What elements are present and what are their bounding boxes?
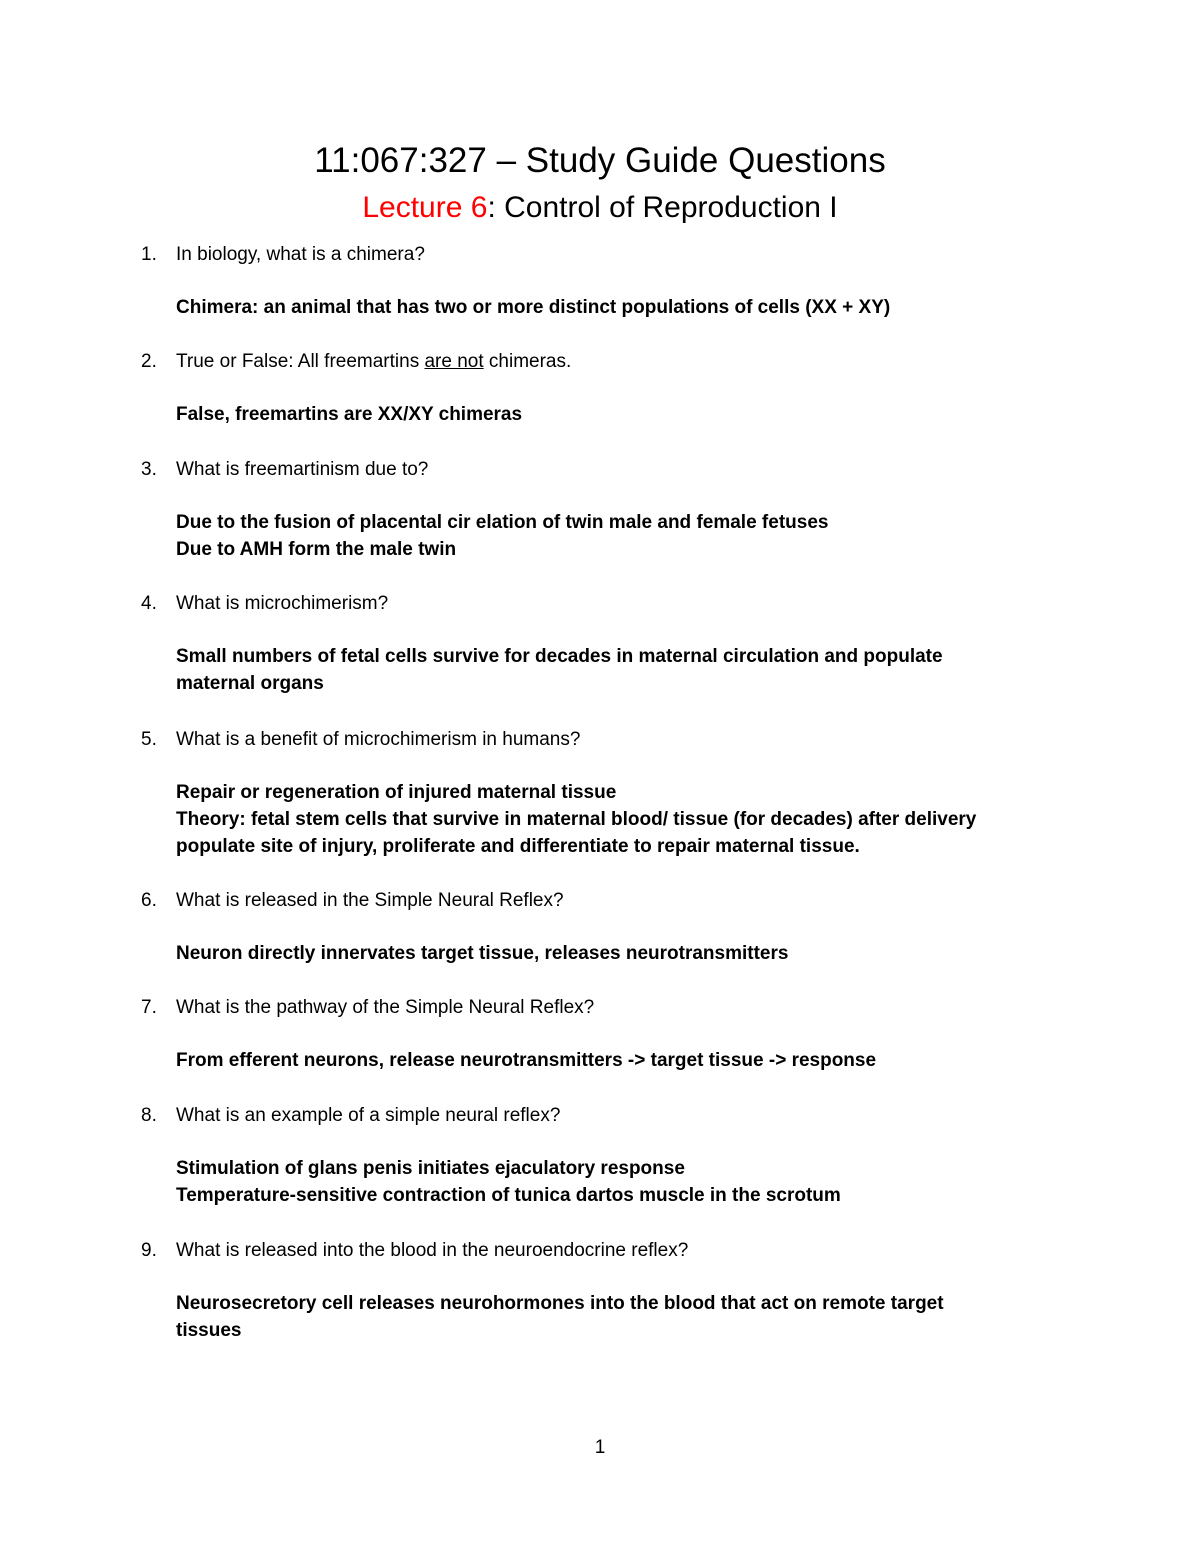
question-text-before: True or False: All freemartins (176, 351, 425, 372)
lecture-subtitle (0, 190, 1200, 226)
question-text: In biology, what is a chimera? (176, 244, 425, 265)
question-text: What is microchimerism? (176, 593, 389, 614)
answer (176, 1047, 1096, 1074)
question-block-3 (0, 456, 1200, 563)
question-number: 4. (141, 593, 157, 614)
question-block-6 (0, 887, 1200, 967)
question-text: What is a benefit of microchimerism in humans? (176, 729, 581, 750)
question-number: 8. (141, 1105, 157, 1126)
answer-line: maternal organs (176, 673, 324, 694)
answer (176, 940, 1096, 967)
answer-line: Repair or regeneration of injured maternal tissue (176, 782, 617, 803)
question-line (0, 348, 1200, 375)
question-block-7 (0, 994, 1200, 1074)
question-line (0, 994, 1200, 1021)
answer-line: populate site of injury, proliferate and differentiate to repair maternal tissue. (176, 836, 860, 857)
question-line (0, 1102, 1200, 1129)
answer-line: Temperature-sensitive contraction of tunica dartos muscle in the scrotum (176, 1185, 841, 1206)
question-number: 5. (141, 729, 157, 750)
answer-line: Theory: fetal stem cells that survive in maternal blood/ tissue (for decades) after delivery (176, 809, 977, 830)
question-line (0, 1237, 1200, 1264)
answer (176, 779, 1096, 860)
lecture-label: Lecture 6 (362, 191, 488, 224)
answer-line: Neuron directly innervates target tissue, releases neurotransmitters (176, 943, 789, 964)
answer-line: Due to the fusion of placental cir elation of twin male and female fetuses (176, 512, 829, 533)
question-number: 1. (141, 244, 157, 265)
answer (176, 294, 1096, 321)
page-title: 11:067:327 – Study Guide Questions (314, 141, 886, 180)
answer-line: Due to AMH form the male twin (176, 539, 457, 560)
lecture-topic: Control of Reproduction I (495, 191, 838, 224)
question-text: What is released into the blood in the neuroendocrine reflex? (176, 1240, 689, 1261)
page-number: 1 (594, 1437, 606, 1458)
question-block-2 (0, 348, 1200, 428)
question-number: 6. (141, 890, 157, 911)
question-line (0, 456, 1200, 483)
question-block-5 (0, 726, 1200, 860)
question-number: 7. (141, 997, 157, 1018)
answer-line: Chimera: an animal that has two or more distinct populations of cells (XX + XY) (176, 297, 891, 318)
question-block-9 (0, 1237, 1200, 1344)
question-number: 2. (141, 351, 157, 372)
question-line (0, 726, 1200, 753)
question-block-4 (0, 590, 1200, 697)
answer (176, 1155, 1096, 1209)
answer-line: Small numbers of fetal cells survive for decades in maternal circulation and populate (176, 646, 943, 667)
answer-line: Neurosecretory cell releases neurohormones into the blood that act on remote target (176, 1293, 944, 1314)
answer (176, 509, 1096, 563)
answer (176, 1290, 1096, 1344)
answer-line: From efferent neurons, release neurotransmitters -> target tissue -> response (176, 1050, 877, 1071)
question-text: What is an example of a simple neural reflex? (176, 1105, 561, 1126)
question-text: What is released in the Simple Neural Reflex? (176, 890, 564, 911)
question-text-after: chimeras. (483, 351, 572, 372)
answer-line: tissues (176, 1320, 242, 1341)
question-line (0, 887, 1200, 914)
answer (176, 401, 1096, 428)
answer (176, 643, 1096, 697)
answer-line: False, freemartins are XX/XY chimeras (176, 404, 523, 425)
question-text-underlined: are not (424, 351, 484, 372)
question-text (176, 348, 571, 375)
question-text: What is the pathway of the Simple Neural Reflex? (176, 997, 595, 1018)
question-text: What is freemartinism due to? (176, 459, 429, 480)
lecture-separator: : (487, 191, 496, 224)
question-line (0, 590, 1200, 617)
question-block-8 (0, 1102, 1200, 1209)
question-number: 3. (141, 459, 157, 480)
question-block-1 (0, 241, 1200, 321)
question-number: 9. (141, 1240, 157, 1261)
answer-line: Stimulation of glans penis initiates ejaculatory response (176, 1158, 685, 1179)
question-line (0, 241, 1200, 268)
